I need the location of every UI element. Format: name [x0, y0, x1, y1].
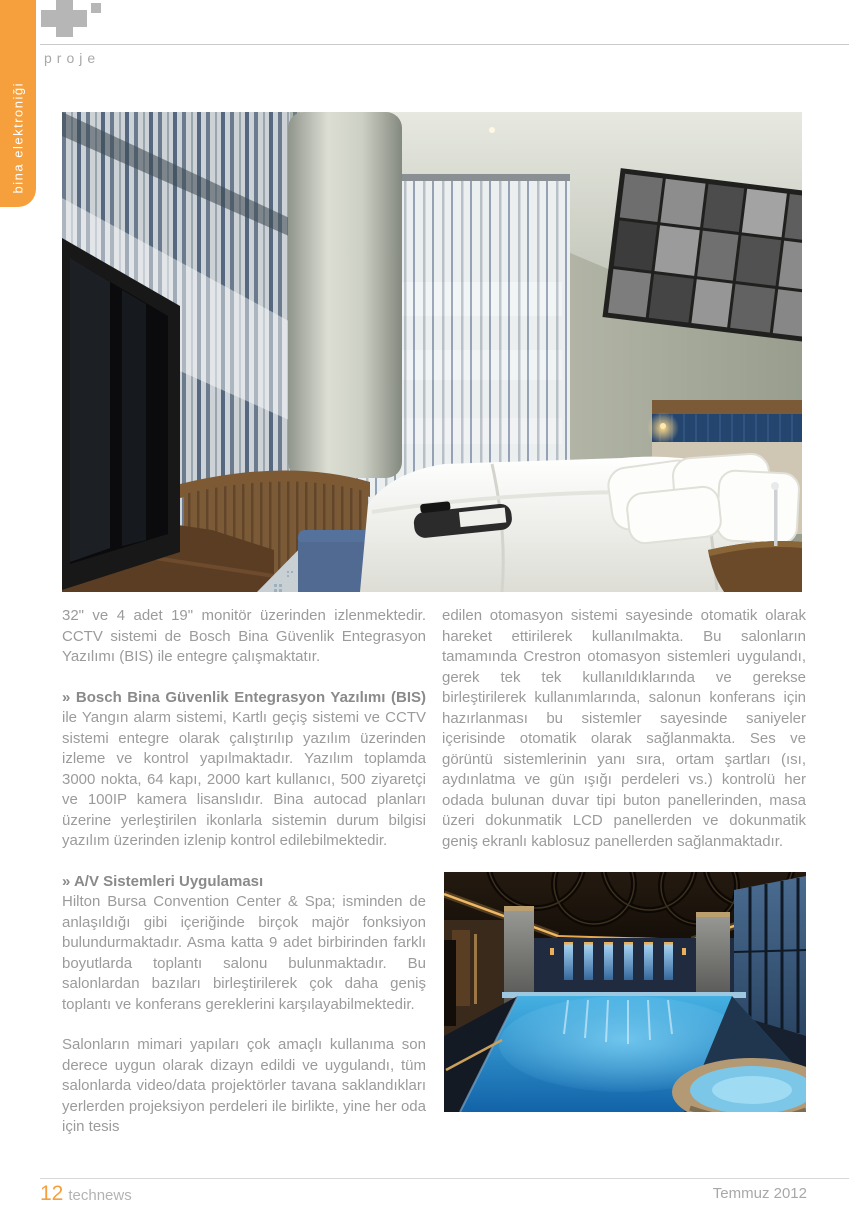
footer-left: [40, 1182, 132, 1206]
paragraph-text: Hilton Bursa Convention Center & Spa; isminden de anlaşıldığı gibi içeriğinde birçok majör fonksiyon bulundurmaktadır. Asma katta 9 adet birbirinden farklı boyutlarda toplantı salonu bulunmaktadır. Bu salonlardan bazıları birleştirilerek çok daha geniş toplantı ve konferans gereklerini karşılayabilmektedir.: [62, 893, 426, 1013]
header-rule: [40, 44, 849, 45]
article-paragraph: [62, 688, 426, 852]
issue-date: Temmuz 2012: [712, 1185, 807, 1202]
article-column-left: [62, 606, 426, 1158]
paragraph-text: ile Yangın alarm sistemi, Kartlı geçiş sistemi ve CCTV sistemi entegre olarak çalıştırılıp yazılım üzerinden izleme ve kontrol yapılmaktadır. Yazılım toplamda 3000 nokta, 64 kapı, 2000 kart kullanıcı, 500 ziyaretçi ve 100IP kamera lisanslıdır. Bina autocad planları üzerine yerleştirilen ikonlarla sistemin durum bilgisi yazılım üzerinden izlenip kontrol edilebilmektedir.: [62, 709, 426, 849]
magazine-name: technews: [68, 1187, 132, 1204]
article-paragraph: [62, 872, 426, 1016]
indoor-pool-photo: [444, 872, 806, 1112]
hotel-bedroom-photo: [62, 112, 802, 592]
footer-rule: [40, 1178, 849, 1179]
plus-logo-icon: [41, 0, 103, 43]
article-column-right: [442, 606, 806, 1158]
article-paragraph: edilen otomasyon sistemi sayesinde otomatik olarak hareket ettirilerek kullanılmakta. Bu salonların tamamında Crestron otomasyon sistemleri uygulandı, gerek tek tek kullanıldıklarında ve gerekse birleştirilerek kullanımlarında, salonun konferans için hazırlanması bu sistemler sayesinde saniyeler içerisinde otomatik olarak sağlanmakta. Ses ve görüntü sistemlerinin yanı sıra, ortam şartları (ısı, aydınlatma ve gün ışığı perdeleri vs.) kontrolü her odada bulunan duvar tipi buton panellerinden, masa üzeri dokunmatik LCD panellerden ve dokunmatik geniş ekranlı kablosuz panellerden sağlanmaktadır.: [442, 607, 806, 850]
inline-heading: » Bosch Bina Güvenlik Entegrasyon Yazılımı (BIS): [62, 688, 426, 706]
subheading: » A/V Sistemleri Uygulaması: [62, 872, 264, 890]
article-paragraph: 32" ve 4 adet 19" monitör üzerinden izlenmektedir. CCTV sistemi de Bosch Bina Güvenlik Entegrasyon Yazılımı (BIS) ile entegre çalışmaktatır.: [62, 607, 426, 665]
article-body: [62, 606, 806, 1158]
section-label: proje: [44, 50, 101, 66]
article-paragraph: Salonların mimari yapıları çok amaçlı kullanıma son derece uygun olarak dizayn edildi ve uygulandı, tüm salonlarda video/data projektörler tavana saklandıkları yerlerden projeksiyon perdeleri ile birlikte, yine her oda için tesis: [62, 1036, 426, 1135]
section-tab-label: bina elektroniği: [10, 81, 26, 193]
section-tab: [0, 0, 36, 207]
page-number: 12: [40, 1182, 64, 1205]
